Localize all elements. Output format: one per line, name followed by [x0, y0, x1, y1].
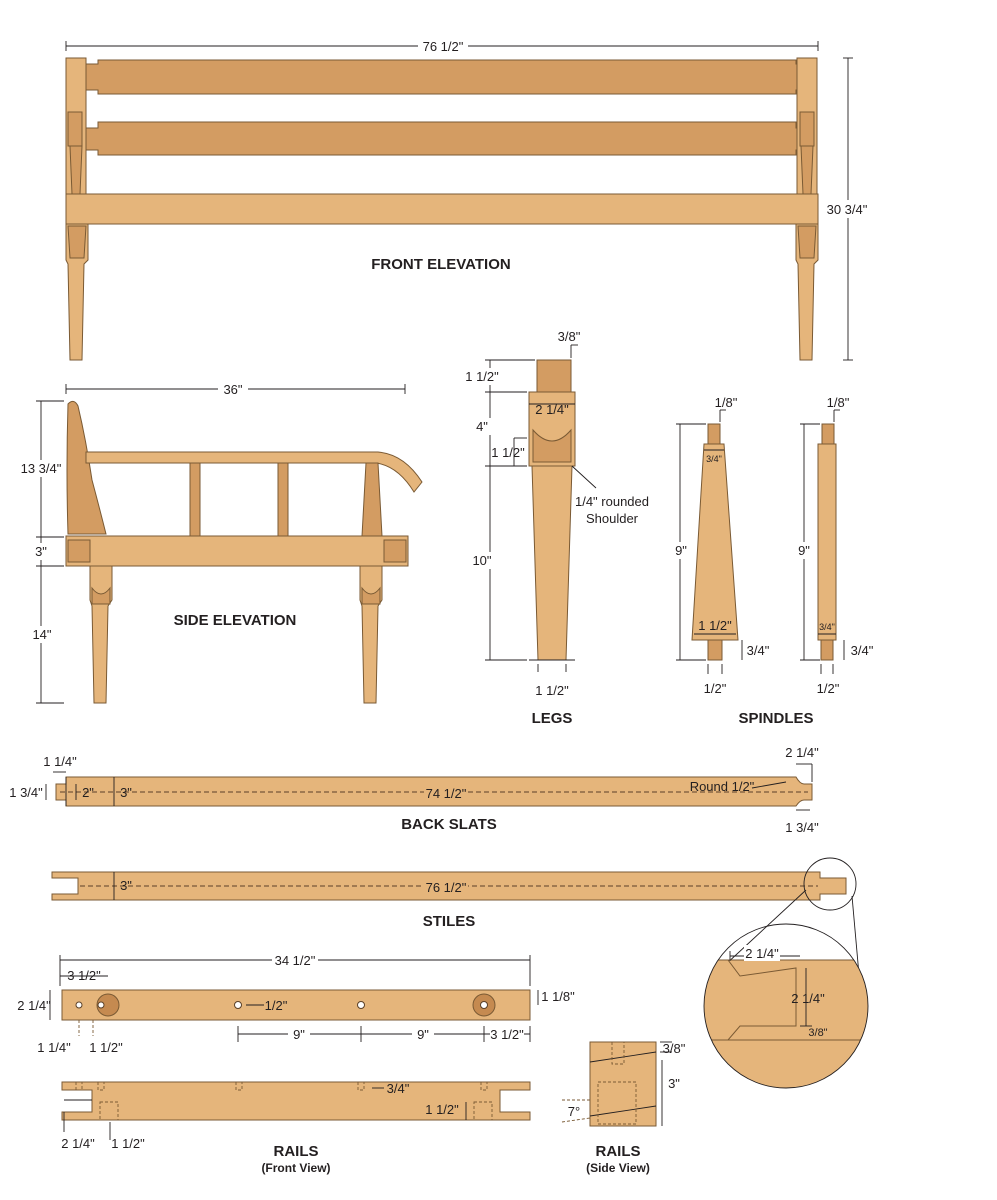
stile-length: 76 1/2" — [425, 880, 467, 895]
leg-top-width: 2 1/4" — [535, 402, 569, 417]
front-middle-slat — [84, 122, 802, 155]
spindle-left-tenon-length: 3/4" — [746, 643, 770, 658]
stile-detail-shoulder: 3/8" — [808, 1027, 828, 1039]
rails-side-view — [562, 1041, 686, 1175]
front-seat-rail — [66, 194, 818, 224]
back-slats-title: BACK SLATS — [401, 816, 497, 833]
leg-taper-length: 10" — [472, 553, 492, 568]
front-upper-slat — [84, 60, 802, 94]
side-seat-rail — [66, 536, 408, 566]
rail-hole-note: 1/2" — [264, 998, 288, 1013]
rail-lower-a: 2 1/4" — [61, 1136, 95, 1151]
back-slat-width: 3" — [120, 785, 132, 800]
back-slat-length: 74 1/2" — [425, 786, 467, 801]
side-elevation — [18, 381, 422, 703]
stile-joint-detail — [690, 924, 900, 1100]
spindle-left-top-tenon: 1/8" — [714, 395, 738, 410]
rail-side-height: 3" — [668, 1076, 680, 1091]
rail-mortise-depth: 3/4" — [386, 1081, 410, 1096]
back-slat-right-end-width: 1 3/4" — [785, 820, 819, 835]
front-elevation-title: FRONT ELEVATION — [371, 256, 511, 273]
stile-detail-length: 2 1/4" — [745, 946, 779, 961]
side-left-leg — [90, 566, 112, 703]
spindle-right-width: 3/4" — [819, 622, 835, 632]
stiles-title: STILES — [422, 913, 476, 930]
spindles-title: SPINDLES — [738, 710, 814, 727]
rail-length: 34 1/2" — [274, 953, 316, 968]
spindles-detail — [670, 395, 874, 727]
side-back-height-dim: 13 3/4" — [20, 461, 62, 476]
legs-title: LEGS — [531, 710, 573, 727]
back-slat-tenon-dim: 2" — [82, 785, 94, 800]
spindle-right-top-tenon: 1/8" — [826, 395, 850, 410]
leg-note-line2: Shoulder — [585, 511, 639, 526]
rail-bottom-b: 1 1/2" — [89, 1040, 123, 1055]
rails-side-title: RAILS — [595, 1143, 641, 1160]
rails-side-subtitle: (Side View) — [586, 1161, 650, 1175]
spindle-left-tenon-width: 1/2" — [703, 681, 727, 696]
rail-lower-b: 1 1/2" — [111, 1136, 145, 1151]
rails-front-subtitle: (Front View) — [261, 1161, 331, 1175]
rail-lower — [62, 1082, 530, 1120]
leg-tenon-length: 1 1/2" — [465, 369, 499, 384]
rails-front-title: RAILS — [273, 1143, 319, 1160]
spindle-left-bottom-width: 1 1/2" — [698, 618, 732, 633]
rail-spacing-b: 9" — [417, 1027, 429, 1042]
stile-detail-width: 2 1/4" — [791, 991, 825, 1006]
side-front-post — [362, 463, 382, 536]
rail-side-top-dim: 3/8" — [662, 1041, 686, 1056]
back-slats-detail — [9, 745, 819, 835]
leg-tenon-offset: 3/8" — [557, 329, 581, 344]
rail-bottom-a: 1 1/4" — [37, 1040, 71, 1055]
leg-taper — [532, 466, 572, 660]
leg-tenon — [537, 360, 571, 392]
spindle-left-top-width: 3/4" — [706, 454, 722, 464]
front-height-dim: 30 3/4" — [826, 202, 868, 217]
back-slat-end-width: 1 3/4" — [9, 785, 43, 800]
rail-upper — [62, 990, 530, 1020]
spindle-left-body — [692, 444, 738, 640]
side-rail-dim: 3" — [35, 544, 47, 559]
side-back-post — [67, 401, 106, 534]
side-leg-dim: 14" — [32, 627, 52, 642]
rails-front-view — [17, 952, 575, 1175]
leg-shoulder-length: 1 1/2" — [491, 445, 525, 460]
spindle-right-body — [818, 444, 836, 640]
legs-detail — [464, 329, 649, 727]
spindle-right-tenon-width: 1/2" — [816, 681, 840, 696]
side-depth-dim: 36" — [223, 382, 243, 397]
spindle-right-tenon-length: 3/4" — [850, 643, 874, 658]
rail-height: 2 1/4" — [17, 998, 51, 1013]
leg-upper-length: 4" — [476, 419, 488, 434]
stile-width: 3" — [120, 878, 132, 893]
side-elevation-title: SIDE ELEVATION — [173, 612, 297, 629]
rail-side-block — [590, 1042, 656, 1126]
leg-note-line1: 1/4" rounded — [574, 494, 650, 509]
rail-end-offset: 3 1/2" — [67, 968, 101, 983]
rail-mortise-height: 1 1/2" — [425, 1102, 459, 1117]
rail-spacing-a: 9" — [293, 1027, 305, 1042]
rail-side-angle: 7° — [567, 1104, 581, 1119]
spindle-left-length: 9" — [675, 543, 687, 558]
side-right-leg — [360, 566, 382, 703]
back-slat-end-length: 1 1/4" — [43, 754, 77, 769]
back-slat-round-note: Round 1/2" — [689, 779, 755, 794]
leg-foot-width: 1 1/2" — [535, 683, 569, 698]
rail-right-height: 1 1/8" — [541, 989, 575, 1004]
side-spindle-2 — [278, 463, 288, 536]
front-elevation — [66, 38, 870, 360]
front-width-dim: 76 1/2" — [422, 39, 464, 54]
side-spindle-1 — [190, 463, 200, 536]
rail-spacing-c: 3 1/2" — [490, 1027, 524, 1042]
spindle-right-length: 9" — [798, 543, 810, 558]
back-slat-right-end-length: 2 1/4" — [785, 745, 819, 760]
